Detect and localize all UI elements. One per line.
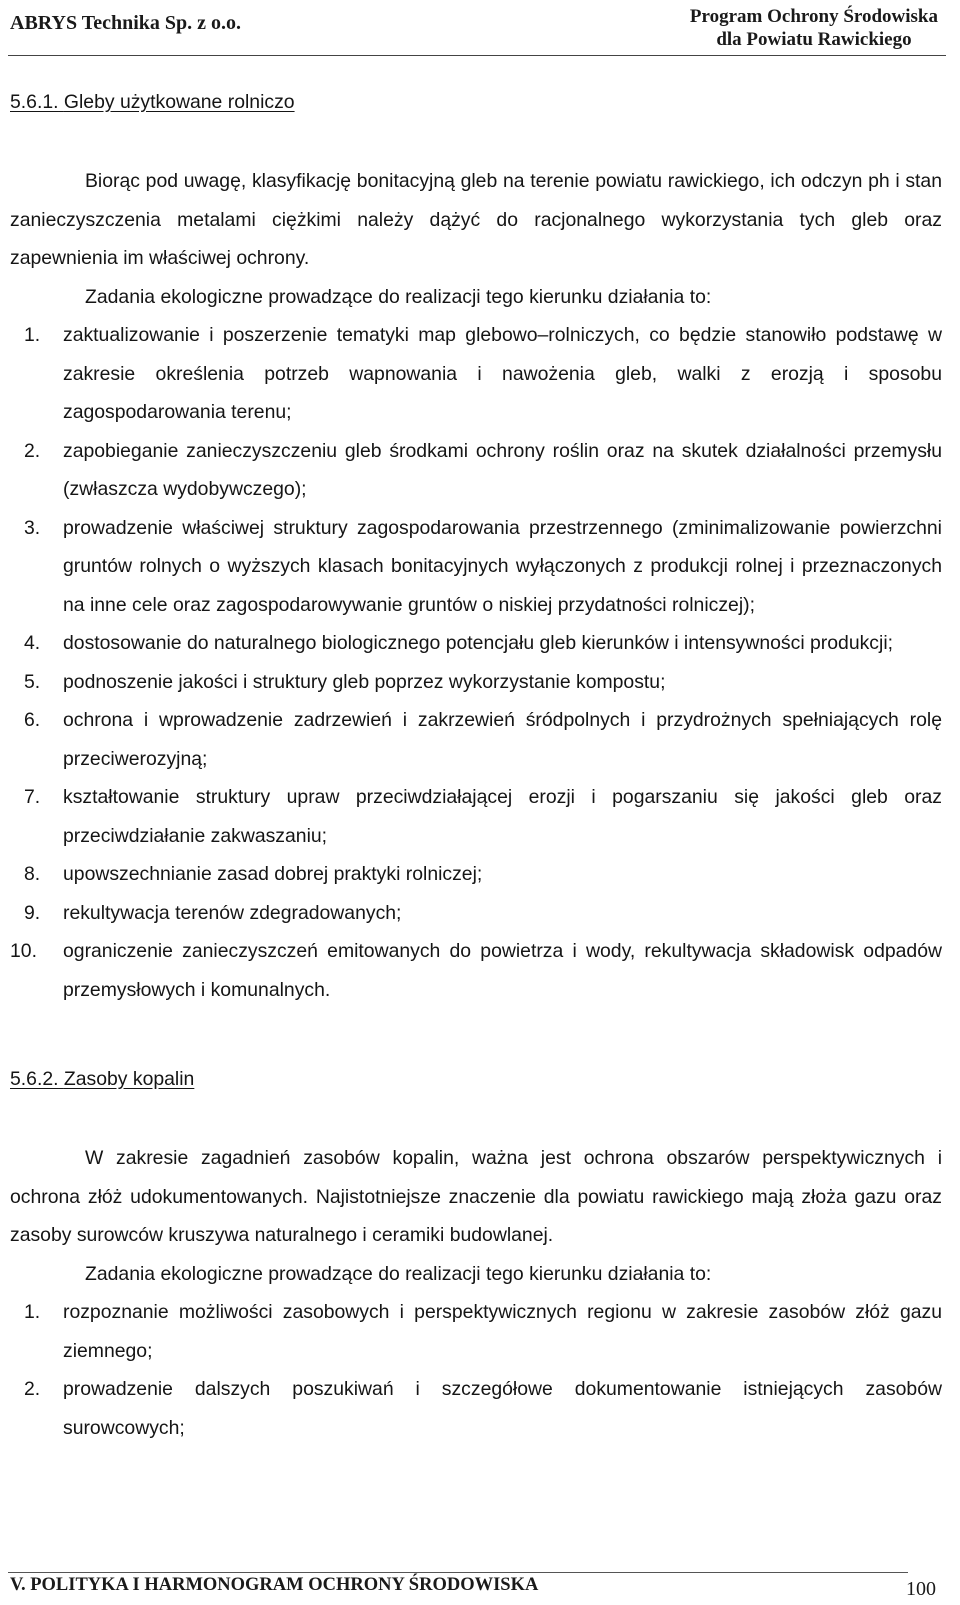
item-number: 8. (24, 863, 41, 885)
item-text: ochrona i wprowadzenie zadrzewień i zakrzewień śródpolnych i przydrożnych spełniających rolę przeciwerozyjną; (63, 709, 942, 770)
list-item (10, 894, 942, 933)
document-title (690, 5, 938, 51)
tasks-list (10, 316, 942, 1009)
footer-divider (8, 1572, 908, 1573)
item-number: 1. (24, 324, 41, 346)
item-number: 2. (24, 439, 41, 462)
header-divider (8, 55, 946, 56)
item-text: prowadzenie właściwej struktury zagospodarowania przestrzennego (zminimalizowanie powierzchni gruntów rolnych o wyższych klasach bonitacyjnych wyłączonych z produkcji rolnej i przeznaczonych na inne cele oraz zagospodarowywanie gruntów o niskiej przydatności rolniczej); (63, 516, 942, 616)
section-title: Zasoby kopalin (63, 1068, 195, 1090)
company-name: ABRYS Technika Sp. z o.o. (10, 12, 242, 34)
tasks-intro: Zadania ekologiczne prowadzące do realizacji tego kierunku działania to: (85, 1262, 712, 1285)
item-number: 5. (24, 670, 41, 693)
chapter-title: V. POLITYKA I HARMONOGRAM OCHRONY ŚRODOWISKA (10, 1575, 539, 1595)
page-body (10, 80, 942, 1447)
item-text: rekultywacja terenów zdegradowanych; (63, 901, 402, 924)
list-item (10, 316, 942, 432)
page-number: 100 (906, 1578, 936, 1600)
section-number: 5.6.1. (10, 91, 59, 113)
section-heading-5-6-2 (10, 1057, 942, 1101)
item-number: 3. (24, 516, 41, 539)
list-item (10, 701, 942, 778)
item-number: 2. (24, 1378, 41, 1400)
item-number: 4. (24, 632, 41, 654)
list-item (10, 1293, 942, 1370)
item-text: kształtowanie struktury upraw przeciwdziałającej erozji i pogarszaniu się jakości gleb oraz przeciwdziałanie zakwaszaniu; (63, 786, 942, 847)
section-paragraph: Biorąc pod uwagę, klasyfikację bonitacyjną gleb na terenie powiatu rawickiego, ich odczyn ph i stan zanieczyszczenia metalami ciężkimi należy dążyć do racjonalnego wykorzystania tych gleb oraz zapewnienia im właściwej ochrony. (10, 170, 942, 269)
section-paragraph: W zakresie zagadnień zasobów kopalin, ważna jest ochrona obszarów perspektywicznych i ochrona złóż udokumentowanych. Najistotniejsze znaczenie dla powiatu rawickiego mają złoża gazu oraz zasoby surowców kruszywa naturalnego i ceramiki budowlanej. (10, 1147, 942, 1246)
section-heading-5-6-1 (10, 80, 942, 124)
tasks-intro: Zadania ekologiczne prowadzące do realizacji tego kierunku działania to: (85, 285, 712, 308)
list-item (10, 855, 942, 894)
item-number: 9. (24, 901, 41, 924)
item-text: zapobieganie zanieczyszczeniu gleb środkami ochrony roślin oraz na skutek działalności przemysłu (zwłaszcza wydobywczego); (63, 439, 942, 500)
item-number: 7. (24, 786, 41, 808)
list-item (10, 432, 942, 509)
document-title-line-2: dla Powiatu Rawickiego (716, 29, 912, 50)
list-item (10, 1370, 942, 1447)
tasks-list (10, 1293, 942, 1447)
list-item (10, 778, 942, 855)
item-text: ograniczenie zanieczyszczeń emitowanych do powietrza i wody, rekultywacja składowisk odpadów przemysłowych i komunalnych. (63, 940, 942, 1001)
list-item (10, 663, 942, 702)
list-item (10, 932, 942, 1009)
item-text: rozpoznanie możliwości zasobowych i perspektywicznych regionu w zakresie zasobów złóż gazu ziemnego; (63, 1301, 942, 1362)
item-number: 10. (10, 940, 37, 962)
list-item (10, 624, 942, 663)
item-text: zaktualizowanie i poszerzenie tematyki map glebowo–rolniczych, co będzie stanowiło podstawę w zakresie określenia potrzeb wapnowania i nawożenia gleb, walki z erozją i sposobu zagospodarowania terenu; (63, 324, 942, 423)
item-text: podnoszenie jakości i struktury gleb poprzez wykorzystanie kompostu; (63, 670, 666, 693)
item-text: prowadzenie dalszych poszukiwań i szczegółowe dokumentowanie istniejących zasobów surowcowych; (63, 1378, 942, 1439)
page-footer (0, 1572, 960, 1605)
item-number: 6. (24, 709, 41, 731)
page-header (0, 0, 960, 56)
section-title: Gleby użytkowane rolniczo (63, 91, 295, 113)
list-item (10, 509, 942, 625)
section-number: 5.6.2. (10, 1068, 59, 1090)
document-title-line-1: Program Ochrony Środowiska (689, 6, 938, 27)
item-text: upowszechnianie zasad dobrej praktyki rolniczej; (63, 863, 483, 885)
item-text: dostosowanie do naturalnego biologicznego potencjału gleb kierunków i intensywności produkcji; (63, 632, 894, 654)
item-number: 1. (24, 1301, 41, 1323)
